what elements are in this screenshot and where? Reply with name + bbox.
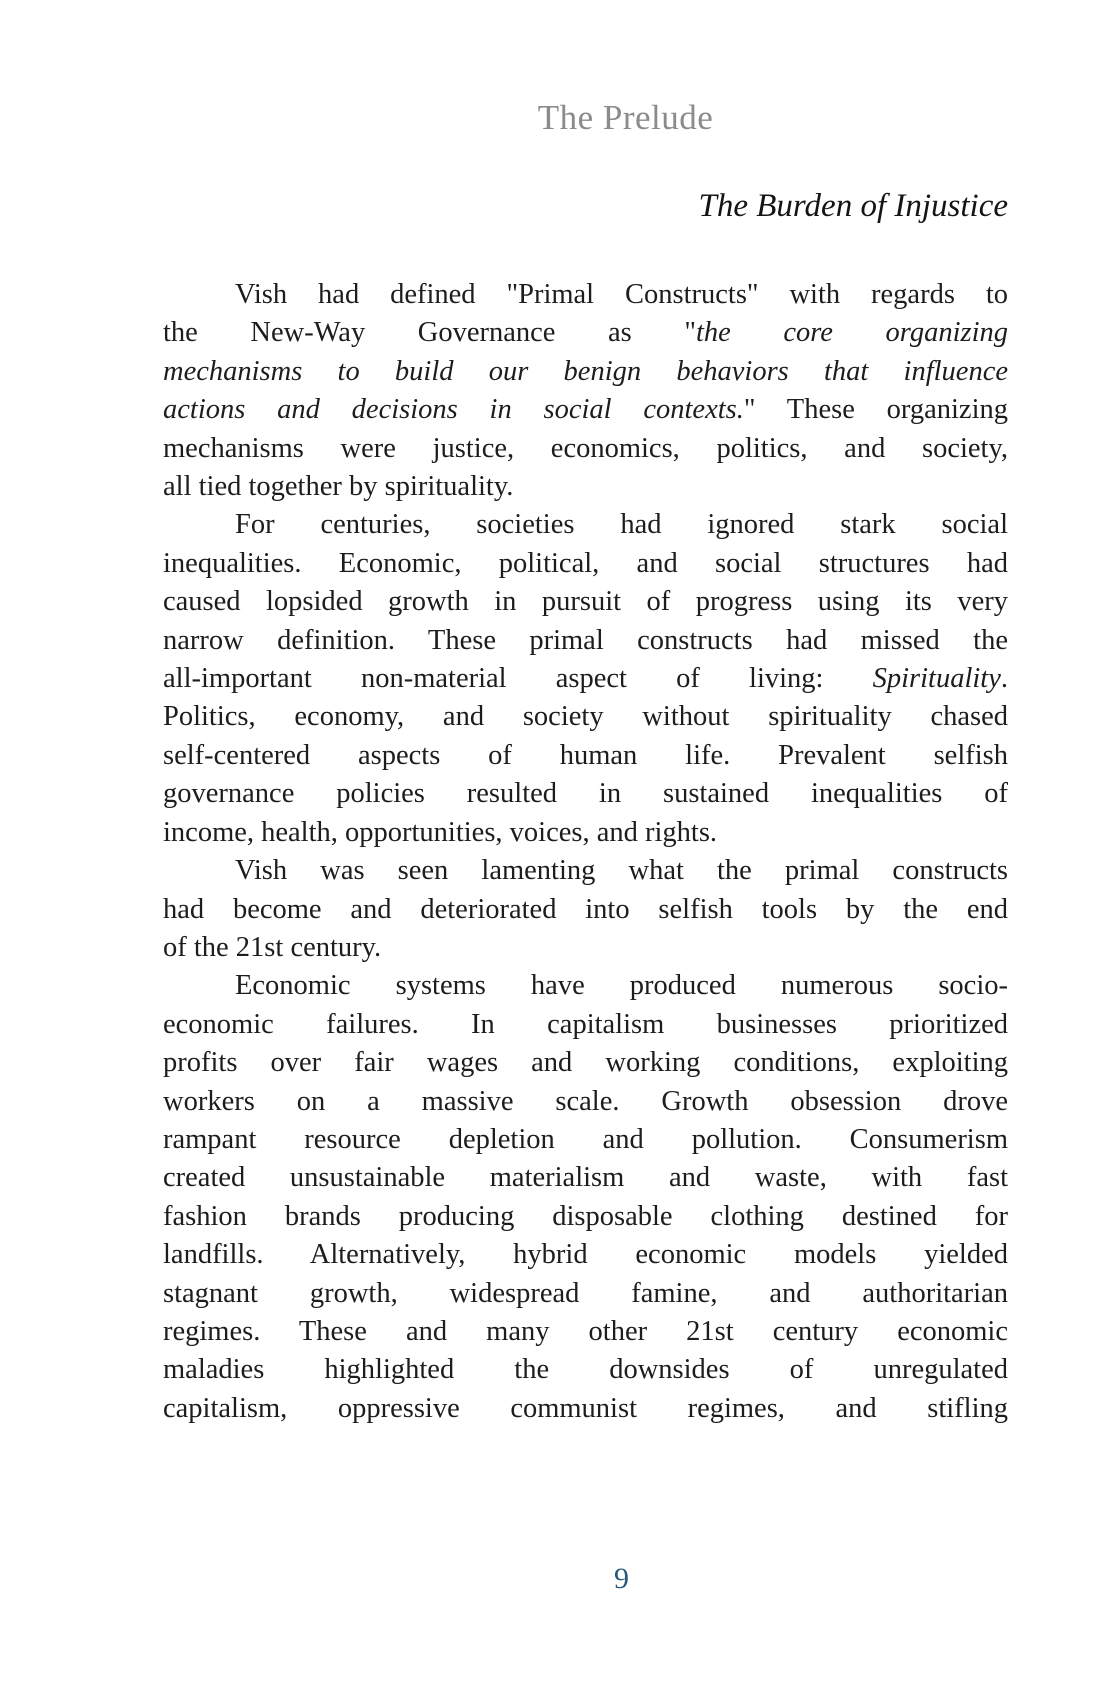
text-line xyxy=(163,468,1008,506)
paragraph xyxy=(163,852,1008,967)
text-line xyxy=(163,545,1008,583)
text-line xyxy=(163,314,1008,352)
text-run: all-important non-material aspect of living: xyxy=(163,663,873,695)
text-line xyxy=(163,391,1008,429)
text-line xyxy=(163,1275,1008,1313)
paragraph xyxy=(163,967,1008,1428)
text-line xyxy=(163,1083,1008,1121)
text-run: self-centered aspects of human life. Prevalent selfish xyxy=(163,739,1008,771)
text-line xyxy=(163,1159,1008,1197)
paragraph xyxy=(163,506,1008,852)
italic-text-run: mechanisms to build our benign behaviors that influence xyxy=(163,355,1008,387)
text-run: Vish had defined "Primal Constructs" with regards to xyxy=(235,279,1008,310)
body-text xyxy=(163,276,1008,1428)
text-line xyxy=(163,1198,1008,1236)
running-header: The Prelude xyxy=(537,98,714,137)
page-number: 9 xyxy=(614,1562,629,1595)
text-run: workers on a massive scale. Growth obsession drove xyxy=(163,1085,1008,1117)
text-line xyxy=(163,276,1008,314)
text-line xyxy=(163,1236,1008,1274)
text-run: landfills. Alternatively, hybrid economic models yielded xyxy=(163,1239,1008,1271)
text-run: caused lopsided growth in pursuit of progress using its very xyxy=(163,586,1008,618)
text-line xyxy=(163,967,1008,1005)
text-run: income, health, opportunities, voices, and rights. xyxy=(163,816,718,848)
text-line xyxy=(163,353,1008,391)
text-line xyxy=(163,660,1008,698)
paragraph xyxy=(163,276,1008,506)
text-run: stagnant growth, widespread famine, and authoritarian xyxy=(163,1277,1008,1309)
text-line xyxy=(163,506,1008,544)
text-line xyxy=(163,622,1008,660)
text-run: the New-Way Governance as " xyxy=(163,317,696,349)
text-run: of the 21st century. xyxy=(163,931,382,963)
text-run: For centuries, societies had ignored stark social xyxy=(235,509,1008,541)
text-line xyxy=(163,430,1008,468)
text-run: created unsustainable materialism and waste, with fast xyxy=(163,1162,1008,1194)
text-run: capitalism, oppressive communist regimes, and stifling xyxy=(163,1392,1008,1424)
text-run: all tied together by spirituality. xyxy=(163,471,514,503)
text-run: narrow definition. These primal constructs had missed the xyxy=(163,624,1008,656)
text-line xyxy=(163,1121,1008,1159)
text-line xyxy=(163,1390,1008,1428)
text-line xyxy=(163,1044,1008,1082)
text-run: rampant resource depletion and pollution. Consumerism xyxy=(163,1123,1008,1155)
italic-text-run: actions and decisions in social contexts. xyxy=(163,394,744,426)
text-run: Politics, economy, and society without spirituality chased xyxy=(163,701,1008,733)
text-run: governance policies resulted in sustained inequalities of xyxy=(163,778,1008,810)
text-line xyxy=(163,1006,1008,1044)
text-line xyxy=(163,891,1008,929)
italic-text-run: Spirituality xyxy=(872,663,1001,695)
text-line xyxy=(163,852,1008,890)
text-run: Vish was seen lamenting what the primal constructs xyxy=(235,855,1008,887)
text-run: maladies highlighted the downsides of unregulated xyxy=(163,1354,1008,1386)
text-run: mechanisms were justice, economics, politics, and society, xyxy=(163,432,1008,464)
text-line xyxy=(163,775,1008,813)
text-run: profits over fair wages and working conditions, exploiting xyxy=(163,1047,1008,1079)
italic-text-run: the core organizing xyxy=(695,317,1008,349)
text-line xyxy=(163,1351,1008,1389)
text-line xyxy=(163,1313,1008,1351)
text-line xyxy=(163,583,1008,621)
text-run: . xyxy=(1000,663,1008,695)
text-run: regimes. These and many other 21st century economic xyxy=(163,1315,1008,1347)
text-line xyxy=(163,929,1008,967)
text-run: Economic systems have produced numerous socio- xyxy=(235,970,1008,1002)
text-run: inequalities. Economic, political, and social structures had xyxy=(163,547,1008,579)
text-run: had become and deteriorated into selfish tools by the end xyxy=(163,893,1008,925)
text-run: economic failures. In capitalism businesses prioritized xyxy=(163,1008,1008,1040)
section-title: The Burden of Injustice xyxy=(698,188,1008,224)
text-run: " These organizing xyxy=(743,394,1008,426)
text-line xyxy=(163,737,1008,775)
text-line xyxy=(163,698,1008,736)
text-line xyxy=(163,814,1008,852)
text-run: fashion brands producing disposable clothing destined for xyxy=(163,1200,1008,1232)
